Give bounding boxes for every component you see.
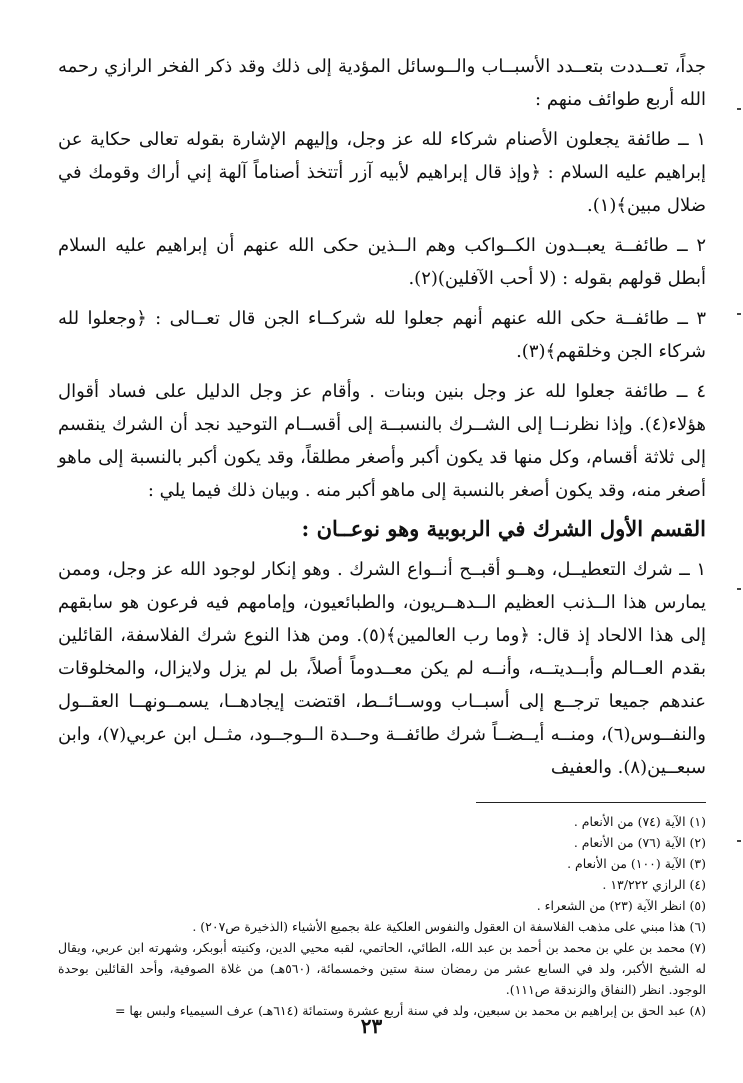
footnotes	[58, 811, 706, 1021]
paragraph-section-1: ١ ــ شرك التعطيــل، وهــو أقبــح أنــواع الشرك . وهو إنكار لوجود الله عز وجل، وممن يمارس هذا الــذنب العظيم الــدهــريون، والطبائعيون، وإمامهم فيه فرعون هو سابقهم إلى هذا الالحاد إذ قال: ﴿وما رب العالمين﴾(٥). ومن هذا النوع شرك الفلاسفة، القائلين بقدم العــالم وأبــديتــه، وأنــه لم يكن معــدوماً أصلاً، بل لم يزل ولايزال، والمخلوقات عندهم جميعا ترجــع إلى أسبــاب ووســائــط، اقتضت إيجادهــا، يسمــونهــا العقــول والنفــوس(٦)، ومنــه أيــضــاً شرك طائفــة وحــدة الــوجــود، مثــل ابن عربي(٧)، وابن سبعــين(٨). والعفيف	[58, 559, 706, 778]
footnote: (٨) عبد الحق بن إبراهيم بن محمد بن سبعين، ولد في سنة أربع عشرة وستمائة (٦١٤هـ) عرف السيمياء ولبس بها =	[114, 1003, 706, 1018]
footnote: (٦) هذا مبني على مذهب الفلاسفة ان العقول والنفوس العلكية علة بجميع الأشياء (الذخيرة ص٢٠٧) .	[192, 919, 706, 934]
page-number: ٢٣	[360, 1014, 383, 1038]
section-heading: القسم الأول الشرك في الربوبية وهو نوعــان :	[301, 516, 706, 541]
footnote: (٤) الرازي ١٣/٢٢٢ .	[602, 877, 706, 892]
footnote: (١) الآية (٧٤) من الأنعام .	[573, 814, 706, 829]
margin-mark	[737, 840, 741, 842]
footnote-divider	[476, 802, 706, 803]
paragraph-item-2: ٢ ــ طائفــة يعبــدون الكــواكب وهم الــذين حكى الله عنهم أن إبراهيم عليه السلام أبطل قولهم بقوله : (لا أحب الآفلين)(٢).	[58, 235, 706, 289]
margin-mark	[737, 313, 741, 315]
margin-mark	[737, 588, 741, 590]
margin-mark	[737, 108, 741, 110]
footnote: (٣) الآية (١٠٠) من الأنعام .	[567, 856, 706, 871]
footnote: (٥) انظر الآية (٢٣) من الشعراء .	[536, 898, 706, 913]
footnote: (٢) الآية (٧٦) من الأنعام .	[573, 835, 706, 850]
main-text	[58, 50, 706, 784]
paragraph-item-4: ٤ ــ طائفة جعلوا لله عز وجل بنين وبنات . وأقام عز وجل الدليل على فساد أقوال هؤلاء(٤). وإذا نظرنــا إلى الشــرك بالنسبــة إلى أقســام التوحيد نجد أن الشرك ينقسم إلى ثلاثة أقسام، وكل منها قد يكون أكبر وأصغر مطلقاً، وقد يكون أكبر بالنسبة إلى ماهو أصغر منه، وقد يكون أصغر بالنسبة إلى ماهو أكبر منه . وبيان ذلك فيما يلي :	[58, 381, 706, 501]
paragraph-item-3: ٣ ــ طائفــة حكى الله عنهم أنهم جعلوا لله شركــاء الجن قال تعــالى : ﴿وجعلوا لله شركاء الجن وخلقهم﴾(٣).	[58, 308, 706, 362]
paragraph-item-1: ١ ــ طائفة يجعلون الأصنام شركاء لله عز وجل، وإليهم الإشارة بقوله تعالى حكاية عن إبراهيم عليه السلام : ﴿وإذ قال إبراهيم لأبيه آزر أتتخذ أصناماً آلهة إني أراك وقومك في ضلال مبين﴾(١).	[58, 129, 706, 216]
paragraph-intro: جداً، تعــددت بتعــدد الأسبــاب والــوسائل المؤدية إلى ذلك وقد ذكر الفخر الرازي رحمه الله أربع طوائف منهم :	[58, 56, 706, 110]
footnote: (٧) محمد بن علي بن محمد بن أحمد بن عبد الله، الطائي، الحاتمي، لقبه محيي الدين، وكنيته أبوبكر، وشهرته ابن عربي، ويقال له الشيخ الأكبر، ولد في السابع عشر من رمضان سنة ستين وخمسمائة، (٥٦٠هـ) من غلاة الصوفية، وأحد القائلين بوحدة الوجود. انظر (النفاق والزندقة ص١١١).	[58, 940, 706, 997]
page-content	[58, 50, 706, 1070]
